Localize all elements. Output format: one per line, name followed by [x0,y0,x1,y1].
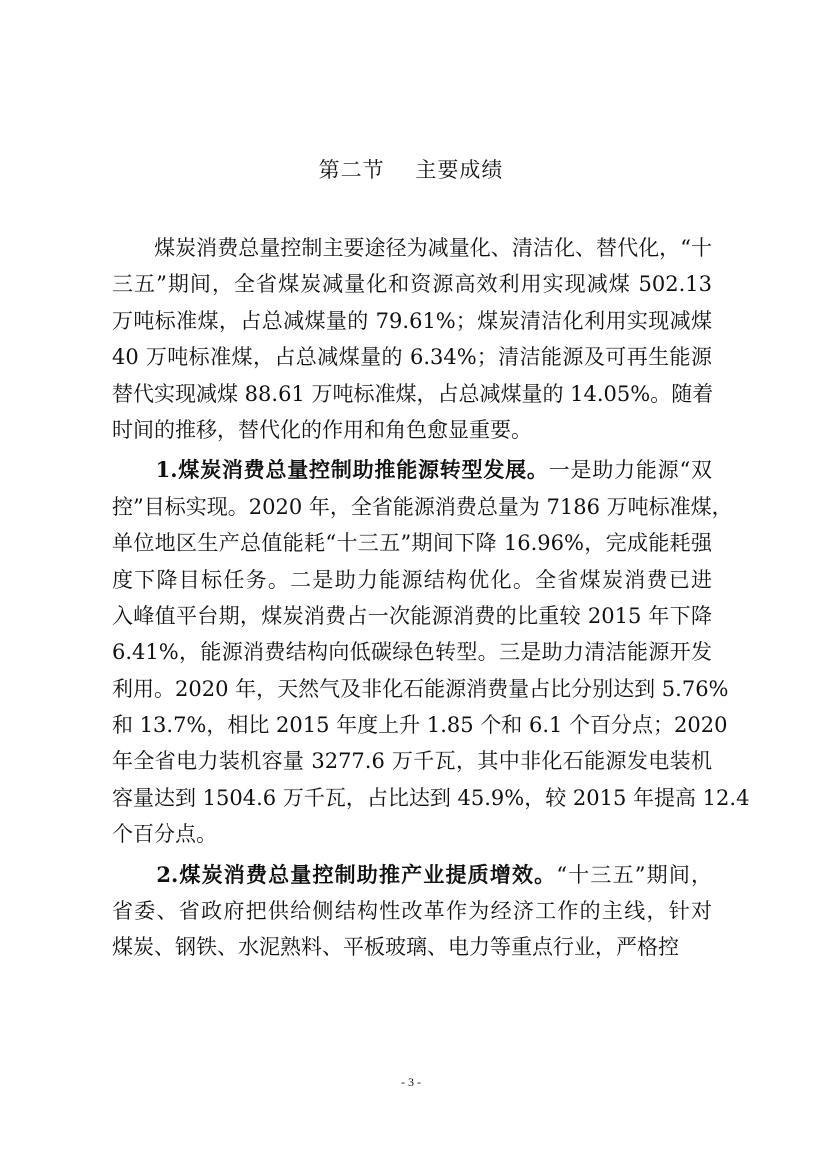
section-heading: 第二节 主要成绩 [318,158,504,182]
text-line [112,452,712,488]
paragraph [112,857,712,966]
line-text: 一是助力能源“双 [548,458,712,483]
text-line [112,743,712,779]
line-text: 入峰值平台期，煤炭消费占一次能源消费的比重较 2015 年下降 [112,603,712,628]
text-line [112,671,729,707]
line-text: “十三五”期间， [556,862,712,887]
text-line [112,780,750,816]
line-text: 万吨标准煤，占总减煤量的 79.61%；煤炭清洁化利用实现减煤 [112,308,712,333]
text-line [112,489,733,525]
line-text: 个百分点。 [112,822,217,847]
text-line [112,634,712,670]
line-text: 和 13.7%，相比 2015 年度上升 1.85 个和 6.1 个百分点；2020 [112,713,728,738]
bold-lead-text: 2.煤炭消费总量控制助推产业提质增效。 [112,861,557,887]
line-text: 单位地区生产总值能耗“十三五”期间下降 16.96%，完成能耗强 [112,531,712,556]
text-line [112,816,712,852]
text-line [112,707,728,743]
line-text: 煤炭、钢铁、水泥熟料、平板玻璃、电力等重点行业，严格控 [112,935,679,960]
text-line [112,412,712,448]
line-text: 容量达到 1504.6 万千瓦，占比达到 45.9%，较 2015 年提高 12.4 [112,785,750,810]
text-line [112,598,712,634]
paragraph [112,230,712,448]
text-line [112,266,712,302]
line-text: 煤炭消费总量控制主要途径为减量化、清洁化、替代化，“十 [112,236,712,260]
text-line [112,562,712,598]
line-text: 6.41%，能源消费结构向低碳绿色转型。三是助力清洁能源开发 [112,640,712,665]
text-line [112,230,712,266]
text-line [112,857,712,893]
text-line [112,929,712,965]
bold-lead-text: 1.煤炭消费总量控制助推能源转型发展。 [112,457,549,483]
line-text: 时间的推移，替代化的作用和角色愈显重要。 [112,417,532,442]
text-line [112,376,712,412]
line-text: 利用。2020 年，天然气及非化石能源消费量占比分别达到 5.76% [112,676,729,701]
text-line [112,525,712,561]
line-text: 省委、省政府把供给侧结构性改革作为经济工作的主线，针对 [112,899,712,924]
line-text: 年全省电力装机容量 3277.6 万千瓦，其中非化石能源发电装机 [112,749,712,774]
line-text: 40 万吨标准煤，占总减煤量的 6.34%；清洁能源及可再生能源 [112,345,712,370]
page-number: - 3 - [401,1075,421,1089]
text-line [112,339,712,375]
text-line [112,303,712,339]
line-text: 三五”期间，全省煤炭减量化和资源高效利用实现减煤 502.13 [112,272,712,297]
document-body [112,230,750,966]
text-line [112,893,712,929]
paragraph [112,452,750,852]
line-text: 度下降目标任务。二是助力能源结构优化。全省煤炭消费已进 [112,567,712,592]
line-text: 控”目标实现。2020 年，全省能源消费总量为 7186 万吨标准煤， [112,494,733,519]
line-text: 替代实现减煤 88.61 万吨标准煤，占总减煤量的 14.05%。随着 [112,381,714,406]
